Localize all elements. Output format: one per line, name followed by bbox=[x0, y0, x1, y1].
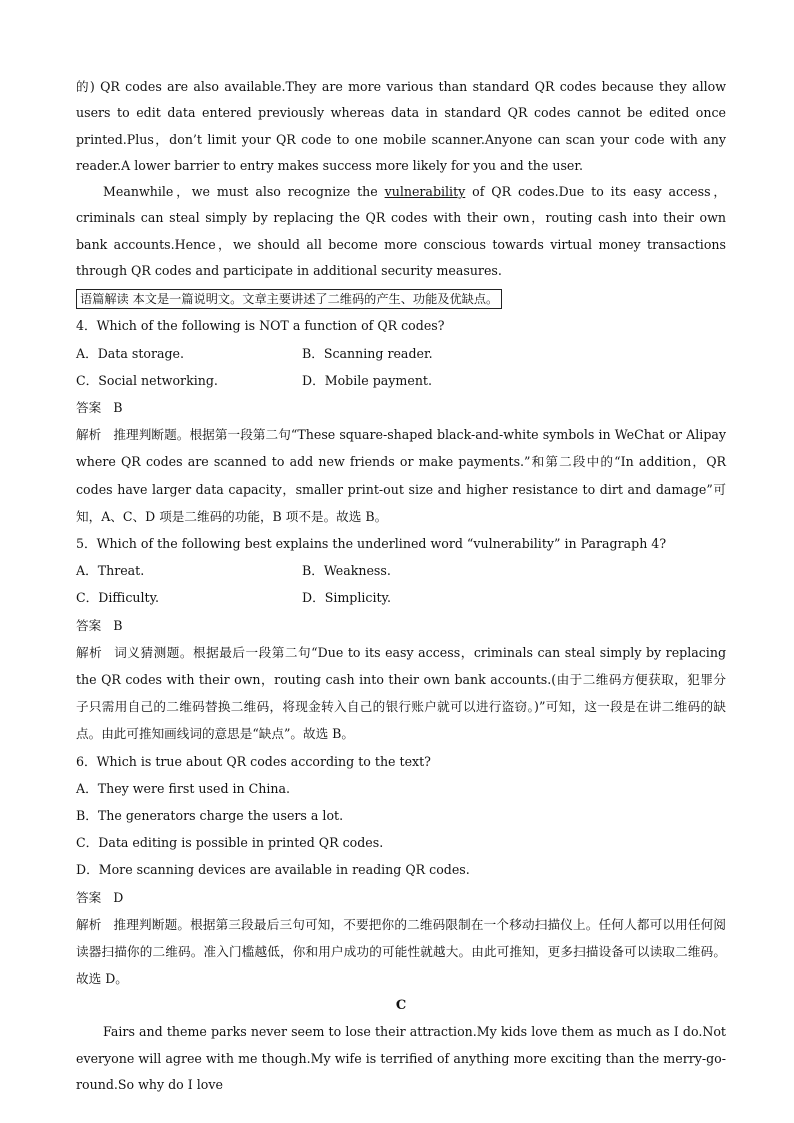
section-c-heading: C bbox=[395, 998, 407, 1014]
question-6-stem: 6．Which is true about QR codes according to the text? bbox=[76, 753, 431, 769]
answer-label: 答案 bbox=[76, 399, 102, 415]
question-5-answer bbox=[76, 612, 726, 639]
question-5-explanation bbox=[76, 639, 726, 748]
question-4-options-row-2 bbox=[76, 367, 726, 394]
answer-value: B bbox=[113, 399, 123, 415]
question-5-option-b: B．Weakness. bbox=[302, 563, 391, 579]
passage-b-paragraph-4 bbox=[76, 179, 726, 284]
passage-summary-box: 语篇解读 本文是一篇说明文。文章主要讲述了二维码的产生、功能及优缺点。 bbox=[76, 289, 502, 309]
question-6 bbox=[76, 748, 726, 993]
explanation-label: 解析 bbox=[76, 427, 102, 443]
question-5-options-row-2 bbox=[76, 584, 726, 611]
question-4-option-c: C．Social networking. bbox=[76, 372, 218, 388]
question-5-option-c: C．Difficulty. bbox=[76, 590, 160, 606]
explanation-text: 推理判断题。根据第一段第二句“These square-shaped black-and-white symbols in WeChat or Alipay where QR codes are scanned to add new friends or make payments.”和第二段中的“In addition，QR codes have larger data capacity，smaller print-out size and higher resistance to dirt and damage”可知，A、C、D 项是二维码的功能，B 项不是。故选 B。 bbox=[76, 427, 726, 524]
passage-c-paragraph-1: Fairs and theme parks never seem to lose their attraction.My kids love them as much as I do.Not everyone will agree with me though.My wife is terrified of anything more exciting than the merry-go-round.So why do I love bbox=[76, 1024, 726, 1093]
explanation-label: 解析 bbox=[76, 916, 102, 932]
answer-label: 答案 bbox=[76, 617, 102, 633]
question-6-explanation bbox=[76, 911, 726, 993]
answer-label: 答案 bbox=[76, 889, 102, 905]
question-4-options-row-1 bbox=[76, 340, 726, 367]
question-5 bbox=[76, 530, 726, 748]
question-5-options-row-1 bbox=[76, 557, 726, 584]
question-4-explanation bbox=[76, 421, 726, 530]
question-4-option-b: B．Scanning reader. bbox=[302, 345, 433, 361]
passage-b-paragraph-3-tail: 的) QR codes are also available.They are more various than standard QR codes because they allow users to edit data entered previously whereas data in standard QR codes cannot be edited once printed.Plus，don’t limit your QR code to one mobile scanner.Anyone can scan your code with any reader.A lower barrier to entry makes success more likely for you and the user. bbox=[76, 79, 726, 173]
p4-text-after: of QR codes.Due to its easy access，criminals can steal simply by replacing the QR codes with their own，routing cash into their own bank accounts.Hence，we should all become more conscious towards virtual money transactions through QR codes and participate in additional security measures. bbox=[76, 184, 727, 279]
question-5-option-d: D．Simplicity. bbox=[302, 590, 391, 606]
question-6-option-b: B．The generators charge the users a lot. bbox=[76, 808, 344, 824]
question-5-option-a: A．Threat. bbox=[76, 563, 145, 579]
question-6-option-a: A．They were first used in China. bbox=[76, 780, 291, 796]
answer-value: B bbox=[113, 617, 123, 633]
explanation-text: 词义猜测题。根据最后一段第二句“Due to its easy access，criminals can steal simply by replacing the QR codes with their own，routing cash into their own bank accounts.(由于二维码方便获取，犯罪分子只需用自己的二维码替换二维码，将现金转入自己的银行账户就可以进行盗窃。)”可知，这一段是在讲二维码的缺点。由此可推知画线词的意思是“缺点”。故选 B。 bbox=[76, 644, 727, 742]
explanation-text: 推理判断题。根据第三段最后三句可知，不要把你的二维码限制在一个移动扫描仪上。任何人都可以用任何阅读器扫描你的二维码。准入门槛越低，你和用户成功的可能性就越大。由此可推知，更多扫描设备可以读取二维码。故选 D。 bbox=[76, 916, 727, 987]
question-6-option-c: C．Data editing is possible in printed QR codes. bbox=[76, 835, 384, 851]
question-6-option-d: D．More scanning devices are available in reading QR codes. bbox=[76, 862, 470, 878]
question-4-answer bbox=[76, 394, 726, 421]
document-page bbox=[76, 74, 726, 1098]
underlined-word-vulnerability: vulnerability bbox=[384, 184, 466, 200]
question-4 bbox=[76, 312, 726, 530]
question-5-stem: 5．Which of the following best explains the underlined word “vulnerability” in Paragraph 4? bbox=[76, 536, 667, 551]
question-6-answer bbox=[76, 884, 726, 911]
p4-text-before: Meanwhile，we must also recognize the bbox=[103, 184, 385, 200]
explanation-label: 解析 bbox=[76, 644, 103, 660]
question-4-option-d: D．Mobile payment. bbox=[302, 372, 432, 388]
answer-value: D bbox=[113, 889, 124, 905]
question-4-stem: 4．Which of the following is NOT a function of QR codes? bbox=[76, 318, 445, 334]
question-4-option-a: A．Data storage. bbox=[76, 345, 185, 361]
